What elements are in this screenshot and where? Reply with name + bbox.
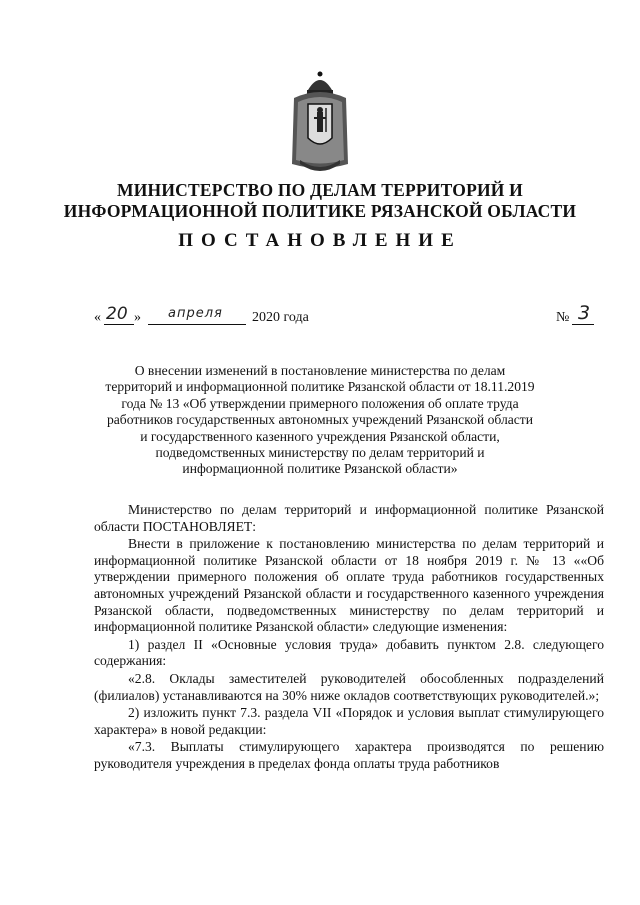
- handwritten-day: 20: [106, 304, 128, 324]
- document-type-title: ПОСТАНОВЛЕНИЕ: [178, 230, 462, 251]
- ministry-name: [60, 180, 580, 222]
- ministry-name-line-1: МИНИСТЕРСТВО ПО ДЕЛАМ ТЕРРИТОРИЙ И: [117, 180, 523, 200]
- paragraph: 2) изложить пункт 7.3. раздела VII «Порядок и условия выплат стимулирующего характера» в новой редакции:: [94, 705, 604, 737]
- decree-body: [94, 502, 604, 773]
- subject-line: О внесении изменений в постановление министерства по делам: [134, 363, 506, 378]
- decree-subject: [100, 363, 540, 478]
- number-underline: [572, 324, 594, 325]
- date-and-number-line: [94, 302, 594, 332]
- paragraph: Внести в приложение к постановлению министерства по делам территорий и информационной политике Рязанской области от 18 ноября 2019 г. № 13 ««Об утверждении примерного положения об оплате труда работников государственных автономных учреждений Рязанской области и государственного казенного учреждения Рязанской области, подведомственных министерству по делам территорий и информационной политике Рязанской области» следующие изменения:: [94, 536, 604, 635]
- close-quote: »: [134, 310, 141, 325]
- ministry-name-line-2: ИНФОРМАЦИОННОЙ ПОЛИТИКЕ РЯЗАНСКОЙ ОБЛАСТИ: [63, 201, 577, 221]
- subject-line: информационной политике Рязанской области»: [182, 461, 458, 477]
- handwritten-month: апреля: [168, 306, 223, 321]
- paragraph: «2.8. Оклады заместителей руководителей обособленных подразделений (филиалов) устанавливаются на 30% ниже окладов соответствующих руководителей.»;: [94, 670, 604, 703]
- paragraph: «7.3. Выплаты стимулирующего характера производятся по решению руководителя учреждения в пределах фонда оплаты труда работников: [94, 739, 604, 771]
- month-underline: [148, 324, 246, 325]
- ryazan-coat-of-arms-icon: [288, 68, 352, 178]
- handwritten-number: 3: [578, 302, 591, 324]
- subject-line: работников государственных автономных учреждений Рязанской области: [106, 412, 534, 428]
- subject-line: территорий и информационной политике Рязанской области от 18.11.2019: [105, 379, 535, 395]
- subject-line: года № 13 «Об утверждении примерного положения об оплате труда: [121, 395, 519, 411]
- subject-line: подведомственных министерству по делам территорий и: [155, 445, 485, 461]
- paragraph: 1) раздел II «Основные условия труда» добавить пунктом 2.8. следующего содержания:: [94, 636, 604, 669]
- number-sign: №: [556, 310, 570, 325]
- open-quote: «: [94, 310, 101, 325]
- subject-line: и государственного казенного учреждения Рязанской области,: [140, 428, 500, 444]
- year-text: 2020 года: [252, 310, 309, 325]
- day-underline: [104, 324, 134, 325]
- paragraph: Министерство по делам территорий и информационной политике Рязанской области ПОСТАНОВЛЯЕТ:: [94, 502, 604, 534]
